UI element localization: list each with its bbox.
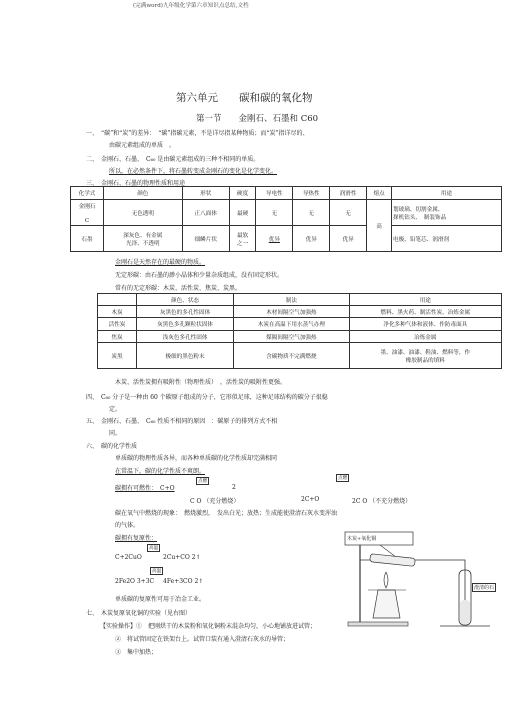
table-cell: 深灰色、有金属 光泽、不透明	[104, 226, 183, 252]
equation: 2Cu+CO 2↑	[163, 554, 201, 561]
table-cell: 无色透明	[104, 200, 183, 226]
table-header: 润滑性	[330, 187, 367, 200]
text-line: 【实验操作】① 把刚烘干的木炭粉和氧化铜粉末混杂均匀，小心地铺放进试管；	[100, 623, 317, 630]
table-header: 颜色、状态	[137, 294, 234, 306]
table-cell: 优异	[293, 226, 330, 252]
figure-label: 澄清的石	[474, 585, 495, 591]
reaction-condition: 高温	[149, 546, 159, 551]
table-cell: 无	[330, 200, 367, 226]
table-cell: 炭黑	[98, 343, 137, 369]
table-header: 制法	[234, 294, 350, 306]
note-line: 金刚石是天然存在的最硬的物质。	[115, 259, 206, 266]
table-cell: 灰黑色多孔颗粒状固体	[137, 318, 234, 331]
table-cell: 浅灰色多孔性固体	[137, 331, 234, 343]
reaction-condition: 点燃	[198, 479, 208, 484]
table-cell: 石墨	[71, 226, 104, 252]
table-cell: 活性炭	[98, 318, 137, 331]
reaction-condition: 高温	[152, 569, 162, 574]
page-header: (完满word)九年级化学第六章知识点总结,文档	[133, 3, 249, 9]
unit-title: 第六单元 碳和碳的氧化物	[176, 92, 313, 104]
text-line: 四、 C₆₀ 分子是一种由 60 个碳原子组成的分子，它形似足球，这种足球结构的碳分子很稳	[86, 394, 328, 401]
equation: C+2CuO	[115, 554, 142, 561]
table-cell: 极细的黑色粉末	[137, 343, 234, 369]
table-cell: 木炭	[98, 306, 137, 318]
table-cell: 木炭在高温下用水蒸气办理	[234, 318, 350, 331]
table-cell: 焦炭	[98, 331, 137, 343]
table-header: 硬度	[229, 187, 255, 200]
table-cell: 最硬	[229, 200, 255, 226]
table-header: 颜色	[104, 187, 183, 200]
table-header: 导电性	[256, 187, 293, 200]
text-line: 六、 碳的化学性质	[86, 443, 138, 450]
text-line: ② 将试管固定在铁架台上。试管口装有通入澄清石灰水的导管；	[115, 636, 290, 643]
table-header: 导热性	[293, 187, 330, 200]
equation: 4Fe+3CO 2↑	[163, 578, 204, 585]
text-line: 2C O （不充分燃烧）	[352, 498, 412, 505]
equation: 2Fe2O 3+3C	[115, 578, 155, 585]
amorphous-carbon-table	[97, 293, 502, 369]
text-line: 碳拥有复原性：	[115, 535, 158, 542]
reaction-condition: 点燃	[338, 476, 348, 481]
table-cell: 含碳物质不完满燃烧	[234, 343, 350, 369]
table-cell: 无	[256, 200, 293, 226]
text-line: 木炭、活性炭拥有吸附性（物理性质） ，活性炭的吸附性更强。	[115, 379, 287, 386]
text-line: C O （充分燃烧）	[190, 498, 240, 505]
table-cell: 墨、油漆、油漆、鞋油、燃料等，作 橡胶制品的填料	[349, 343, 501, 369]
text-line: 所以，在必然条件下，将石墨转变成金刚石的变化是化学变化。	[109, 168, 278, 175]
table-cell: 优异	[330, 226, 367, 252]
text-line: 2	[232, 484, 236, 491]
table-cell: 冶炼金属	[349, 331, 501, 343]
table-cell: 高	[367, 200, 392, 252]
table-cell: 正八面体	[182, 200, 229, 226]
table-cell: 电极、铅笔芯、润滑剂	[392, 226, 502, 252]
text-line: 三、 金刚石、石墨的物理性质和用途	[86, 180, 186, 187]
table-cell: 细鳞片状	[182, 226, 229, 252]
text-line: 七、 木炭复原氧化铜的实验（见右图）	[86, 610, 192, 617]
table-header: 用途	[349, 294, 501, 306]
text-line: 定。	[109, 406, 122, 413]
text-line: 单质碳的复原性可用于冶金工业。	[115, 596, 206, 603]
table-cell: 最软 之一	[229, 226, 255, 252]
text-line: 的气体。	[115, 522, 140, 529]
table-cell: 无	[293, 200, 330, 226]
text-line: 同。	[109, 430, 122, 437]
table-header: 用途	[392, 187, 502, 200]
table-cell: 划玻璃、切割金属、 探机钻头、 制装饰品	[392, 200, 502, 226]
text-line: ③ 集中加热；	[115, 649, 158, 656]
note-line: 常有的无定形碳：木炭、活性炭、焦炭、炭黑。	[115, 285, 242, 292]
table-header: 化学式	[71, 187, 104, 200]
table-header: 熔点	[367, 187, 392, 200]
table-cell: 金刚石 C	[71, 200, 104, 226]
table-cell: 煤隔间隔空气加强热	[234, 331, 350, 343]
note-line: 无定形碳：由石墨的渺小晶体和少量杂质组成，没有固定形状。	[115, 272, 284, 279]
table-cell: 净化多种气体和液体、作防毒面具	[349, 318, 501, 331]
text-line: 由碳元素组成的单质 。	[109, 142, 176, 149]
table-cell: 灰黑色的多孔性固体	[137, 306, 234, 318]
text-line: 2C+O	[301, 496, 320, 503]
text-line: 单质碳的物理性质各异，而各种单质碳的化学性质却完满相同	[115, 455, 278, 462]
table-cell	[98, 294, 137, 306]
table-cell: 燃料、黑火药、制活性炭、冶炼金属	[349, 306, 501, 318]
figure-label: 木炭+氧化铜	[347, 536, 377, 542]
text-line: 碳拥有可燃性： C+O	[115, 485, 175, 492]
table-cell: 优异	[256, 226, 293, 252]
text-line: 五、 金刚石、石墨、 C₆₀ 性质不相同的原因 ：碳原子的排列方式不相	[86, 418, 278, 425]
table-cell: 木材间隔空气加强热	[234, 306, 350, 318]
text-line: 碳在氧气中燃烧的现象： 燃烧激烈， 发出白光；放热；生成能使澄清石灰水变浑浊	[115, 510, 338, 517]
text-line: 二、 金刚石、石墨、 C₆₀ 是由碳元素组成的三种不相同的单质。	[86, 156, 260, 163]
properties-table	[70, 186, 502, 252]
text-line: 在常温下，碳的化学性质不爽朗。	[115, 468, 206, 475]
section-title: 第一节 金刚石、石墨和 C60	[196, 114, 319, 124]
table-header: 形状	[182, 187, 229, 200]
text-line: 一、 “碳”和“炭”的差异： “碳”指碳元素，不是详尽指某种物质；而“炭”指详尽的、	[86, 130, 309, 137]
